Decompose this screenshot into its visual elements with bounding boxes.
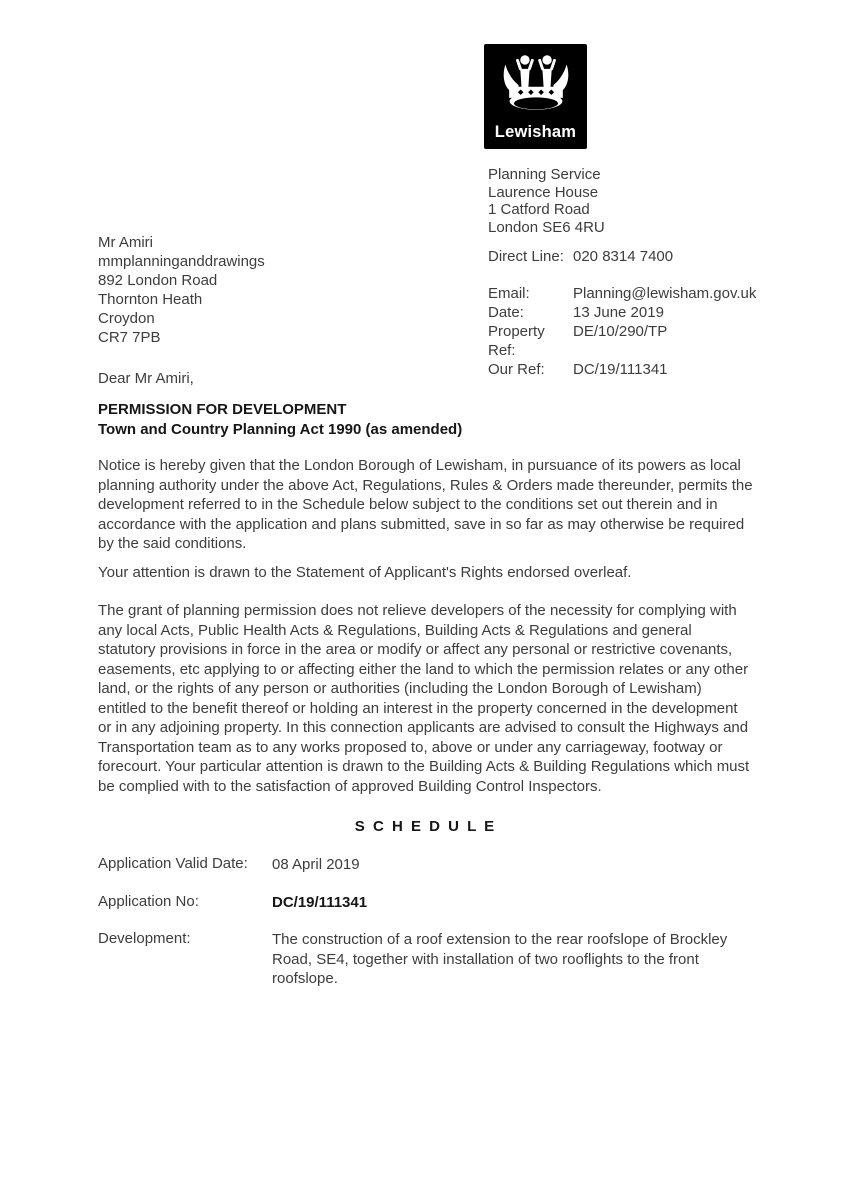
property-ref-row (488, 322, 756, 360)
sender-line: 1 Catford Road (488, 201, 590, 218)
paragraph-attention: Your attention is drawn to the Statement of Applicant's Rights endorsed overleaf. (98, 564, 632, 581)
recipient-address (98, 233, 265, 347)
our-ref-label: Our Ref: (488, 361, 545, 378)
schedule-heading: S C H E D U L E (354, 818, 497, 835)
paragraph-notice: Notice is hereby given that the London Borough of Lewisham, in pursuance of its powers as local planning authority under the above Act, Regulations, Rules & Orders made thereunder, permits the development referred to in the Schedule below subject to the conditions set out therein and in accordance with the application and plans submitted, save in so far as may otherwise be required by the said conditions. (98, 457, 753, 552)
date-value: 13 June 2019 (573, 304, 664, 321)
recipient-line: mmplanninganddrawings (98, 253, 265, 270)
direct-line-row (488, 247, 673, 266)
property-ref-value: DE/10/290/TP (573, 323, 668, 340)
schedule-value-valid-date: 08 April 2019 (272, 856, 360, 873)
recipient-line: Croydon (98, 310, 155, 327)
recipient-line: Thornton Heath (98, 291, 203, 308)
paragraph-grant: The grant of planning permission does not relieve developers of the necessity for complying with any local Acts, Public Health Acts & Regulations, Building Acts & Regulations and general statutory provisions in force in the area or modify or affect any personal or restrictive covenants, easements, etc applying to or affecting either the land to which the permission relates or any other land, or the rights of any person or authorities (including the London Borough of Lewisham) entitled to the benefit thereof or holding an interest in the property concerned in the development or in any adjoining property. In this connection applicants are advised to consult the Highways and Transportation team as to any works proposed to, above or under any carriageway, footway or forecourt. Your particular attention is drawn to the Building Acts & Building Regulations which must be complied with to the satisfaction of approved Building Control Inspectors. (98, 602, 750, 795)
email-row (488, 284, 756, 303)
logo-wordmark: Lewisham (494, 123, 577, 141)
date-label: Date: (488, 304, 524, 321)
sender-line: Planning Service (488, 166, 601, 183)
direct-line-label: Direct Line: (488, 248, 564, 265)
sender-address (488, 166, 605, 236)
heading-line-1: PERMISSION FOR DEVELOPMENT (98, 401, 347, 418)
property-ref-label: Property Ref: (488, 323, 545, 359)
letter-heading (98, 400, 462, 440)
our-ref-row (488, 360, 756, 379)
salutation: Dear Mr Amiri, (98, 370, 194, 387)
direct-line-value: 020 8314 7400 (573, 248, 674, 265)
sender-line: Laurence House (488, 183, 599, 201)
email-value: Planning@lewisham.gov.uk (573, 285, 757, 302)
date-row (488, 303, 756, 322)
contact-details (488, 284, 756, 379)
email-label: Email: (488, 285, 530, 302)
sender-line: London SE6 4RU (488, 218, 605, 236)
crown-icon (492, 51, 580, 114)
schedule-value-application-no: DC/19/111341 (272, 893, 368, 911)
schedule-label-valid-date: Application Valid Date: (98, 855, 248, 872)
recipient-line: 892 London Road (98, 272, 218, 289)
recipient-line: Mr Amiri (98, 234, 153, 251)
recipient-line: CR7 7PB (98, 329, 161, 346)
schedule-label-development: Development: (98, 930, 191, 947)
schedule-value-development: The construction of a roof extension to the rear roofslope of Brockley Road, SE4, together with installation of two rooflights to the front roofslope. (272, 931, 728, 987)
schedule-table (98, 855, 753, 989)
heading-line-2: Town and Country Planning Act 1990 (as amended) (98, 421, 463, 438)
schedule-label-application-no: Application No: (98, 892, 199, 910)
lewisham-logo (484, 44, 587, 149)
our-ref-value: DC/19/111341 (573, 361, 668, 378)
